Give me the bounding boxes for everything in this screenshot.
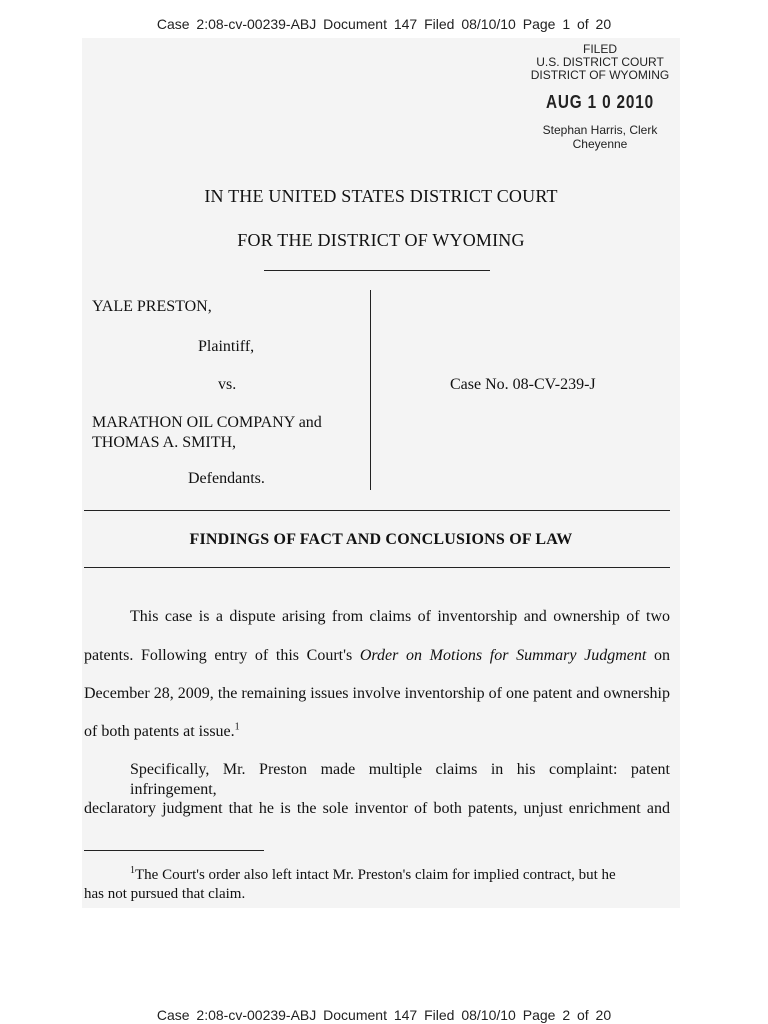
stamp-district: DISTRICT OF WYOMING	[530, 68, 670, 82]
caption-divider	[370, 290, 371, 490]
case-number: Case No. 08-CV-239-J	[450, 376, 596, 393]
body-text: patents. Following entry of this Court's	[84, 647, 360, 664]
body-line: December 28, 2009, the remaining issues involve inventorship of one patent and ownership	[84, 685, 670, 702]
footnote-separator	[84, 850, 264, 851]
next-page-header: Case 2:08-cv-00239-ABJ Document 147 Filed 08/10/10 Page 2 of 20	[156, 1007, 612, 1023]
body-text: on	[646, 647, 671, 664]
stamp-date: AUG 1 0 2010	[545, 92, 655, 112]
footnote-mark: 1	[130, 865, 135, 876]
order-title: Order on Motions for Summary Judgment	[359, 647, 647, 664]
defendants-role: Defendants.	[188, 470, 265, 487]
defendant-line-1: MARATHON OIL COMPANY and	[92, 414, 322, 431]
title-rule-bottom	[84, 567, 670, 568]
court-district: FOR THE DISTRICT OF WYOMING	[237, 230, 525, 250]
body-line: declaratory judgment that he is the sole inventor of both patents, unjust enrichment and	[84, 800, 670, 817]
defendant-names	[92, 413, 322, 453]
filed-stamp	[510, 43, 690, 151]
body-line: This case is a dispute arising from claims of inventorship and ownership of two	[130, 608, 670, 625]
page-header: Case 2:08-cv-00239-ABJ Document 147 Filed 08/10/10 Page 1 of 20	[156, 16, 612, 32]
footnote-line-2: has not pursued that claim.	[84, 886, 246, 902]
footnote-line-1: The Court's order also left intact Mr. Preston's claim for implied contract, but he	[135, 867, 616, 883]
title-rule-top	[84, 510, 670, 511]
document-title: FINDINGS OF FACT AND CONCLUSIONS OF LAW	[189, 531, 573, 548]
body-line	[84, 646, 670, 666]
footnote-text	[84, 866, 670, 884]
court-name: IN THE UNITED STATES DISTRICT COURT	[204, 186, 558, 206]
court-underline	[264, 270, 490, 271]
footnote-reference[interactable]: 1	[234, 721, 240, 733]
defendant-line-2: THOMAS A. SMITH,	[92, 434, 237, 451]
versus: vs.	[218, 376, 237, 393]
plaintiff-role: Plaintiff,	[198, 338, 255, 355]
plaintiff-name: YALE PRESTON,	[92, 298, 212, 315]
stamp-filed: FILED	[582, 42, 617, 56]
stamp-city: Cheyenne	[572, 137, 628, 151]
body-text: of both patents at issue.	[84, 723, 235, 740]
body-line: Specifically, Mr. Preston made multiple claims in his complaint: patent infringement,	[130, 761, 670, 798]
body-line	[84, 722, 670, 742]
stamp-clerk: Stephan Harris, Clerk	[542, 123, 658, 137]
stamp-court: U.S. DISTRICT COURT	[536, 55, 664, 69]
